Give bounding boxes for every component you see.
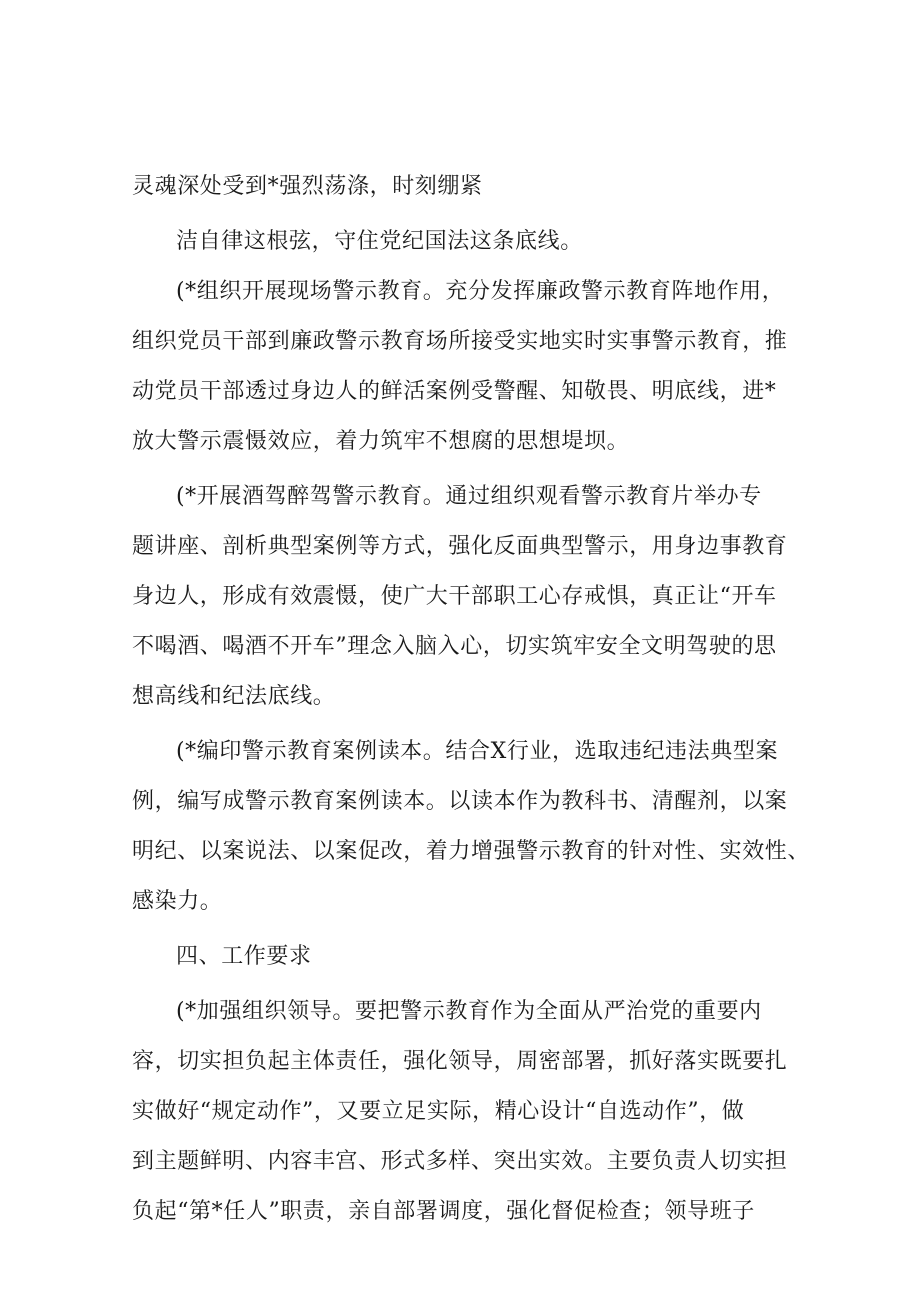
text-line: 容，切实担负起主体责任，强化领导，周密部署，抓好落实既要扎 bbox=[132, 1049, 788, 1074]
text-line: 动党员干部透过身边人的鲜活案例受警醒、知敬畏、明底线，进* bbox=[132, 379, 777, 404]
text-line: 明纪、以案说法、以案促改，着力增强警示教育的针对性、实效性、 bbox=[132, 839, 811, 864]
text-line: 到主题鲜明、内容丰宫、形式多样、突出实效。主要负责人切实担 bbox=[132, 1149, 788, 1174]
text-line: 实做好“规定动作”，又要立足实际，精心设计“自选动作”，做 bbox=[132, 1099, 745, 1124]
paragraph-heading-line: (*加强组织领导。要把警示教育作为全面从严治党的重要内 bbox=[176, 999, 762, 1024]
text-line: 组织党员干部到廉政警示教育场所接受实地实时实事警示教育，推 bbox=[132, 329, 788, 354]
text-line: 灵魂深处受到*强烈荡涤，时刻绷紧 bbox=[132, 174, 483, 199]
text-line: 放大警示震慑效应，着力筑牢不想腐的思想堤坝。 bbox=[132, 429, 630, 454]
text-line: 洁自律这根弦，守住党纪国法这条底线。 bbox=[176, 229, 583, 254]
text-line: 不喝酒、喝酒不开车”理念入脑入心，切实筑牢安全文明驾驶的思 bbox=[132, 634, 777, 659]
text-line: 感染力。 bbox=[132, 889, 223, 914]
text-line: 题讲座、剖析典型案例等方式，强化反面典型警示，用身边事教育 bbox=[132, 534, 788, 559]
paragraph-heading-line: (*编印警示教育案例读本。结合X行业，选取违纪违法典型案 bbox=[176, 739, 779, 764]
text-line: 负起“第*任人”职责，亲自部署调度，强化督促检查；领导班子 bbox=[132, 1199, 755, 1224]
text-line: 身边人，形成有效震慑，使广大干部职工心存戒惧，真正让“开车 bbox=[132, 584, 777, 609]
paragraph-heading-line: (*开展酒驾醉驾警示教育。通过组织观看警示教育片举办专 bbox=[176, 484, 762, 509]
text-line: 例，编写成警示教育案例读本。以读本作为教科书、清醒剂，以案 bbox=[132, 789, 788, 814]
section-heading: 四、工作要求 bbox=[176, 944, 312, 969]
text-line: 想高线和纪法底线。 bbox=[132, 684, 336, 709]
paragraph-heading-line: (*组织开展现场警示教育。充分发挥廉政警示教育阵地作用， bbox=[176, 279, 785, 304]
